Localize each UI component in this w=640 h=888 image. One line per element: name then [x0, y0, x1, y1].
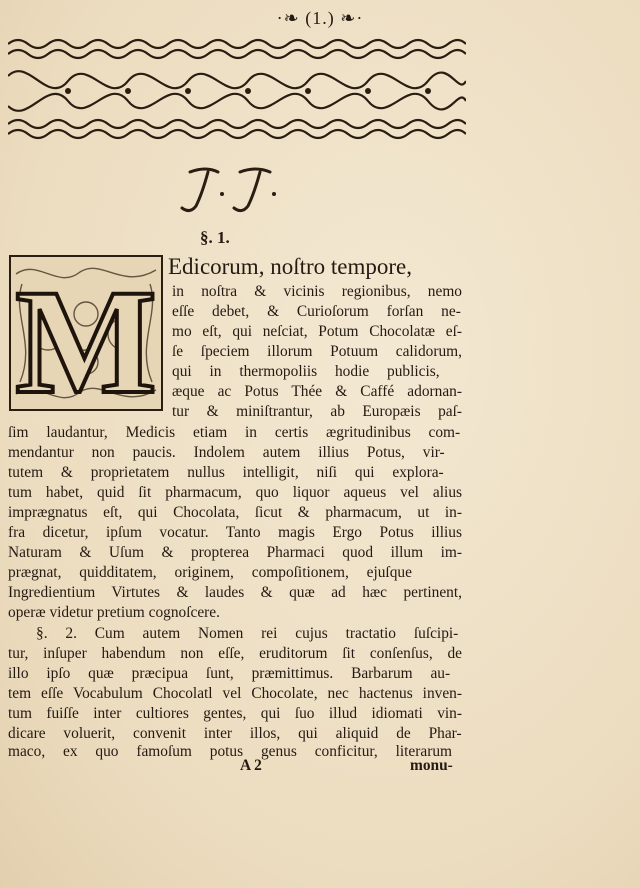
- script-monogram: [176, 164, 286, 216]
- body-line: tem eſſe Vocabulum Chocolatl vel Chocolate, nec hactenus inven-: [8, 685, 462, 702]
- body-line: fra dicetur, ipſum vocatur. Tanto magis Ergo Potus illius: [8, 524, 462, 541]
- page-header: [0, 8, 640, 29]
- wrap-line: ſe ſpeciem illorum Potuum calidorum,: [172, 343, 462, 360]
- page-number: (1.): [305, 8, 335, 28]
- wrap-line: in noſtra & vicinis regionibus, nemo: [172, 283, 462, 300]
- section-mark: §. 1.: [200, 228, 230, 247]
- wrap-line: æque ac Potus Thée & Caffé adornan-: [172, 383, 462, 400]
- signature-mark: A 2: [240, 757, 262, 774]
- body-line: tum fuiſſe inter cultiores gentes, qui ſuo illud idiomati vin-: [8, 705, 462, 722]
- ornament-scroll-b: [8, 94, 466, 111]
- wrap-line: mo eſt, qui neſciat, Potum Chocolatæ eſ-: [172, 323, 462, 340]
- body-line: Ingredientium Virtutes & laudes & quæ ad hæc pertinent,: [8, 584, 462, 601]
- ornament-scroll-a: [8, 71, 466, 88]
- wrap-line: eſſe debet, & Curioſorum forſan ne-: [172, 303, 461, 320]
- initial-letter: M: [15, 259, 157, 412]
- body-line: imprægnatus eſt, qui Chocolata, ſicut & pharmacum, ut in-: [8, 504, 462, 521]
- lead-text: Edicorum, noſtro tempore,: [168, 254, 412, 279]
- body-line: operæ videtur pretium cognoſcere.: [8, 604, 220, 621]
- body-line: tutem & proprietatem nullus intelligit, niſi qui explora-: [8, 464, 444, 481]
- wrap-line: tur & miniſtrantur, ab Europæis paſ-: [172, 403, 462, 420]
- ornament-row-top2: [8, 50, 466, 58]
- decorated-initial-m: [8, 254, 164, 412]
- body-line: prægnat, quidditatem, originem, compoſitionem, ejuſque: [8, 564, 412, 581]
- body-line: illo ipſo quæ præcipua ſunt, præmittimus. Barbarum au-: [8, 665, 451, 682]
- body-line: mendantur non paucis. Indolem autem illius Potus, vir-: [8, 444, 445, 461]
- head-ornament-band: [8, 36, 466, 140]
- ornament-row-bottom: [8, 120, 466, 128]
- body-line: tum habet, quid ſit pharmacum, quo liquor aqueus vel alius: [8, 484, 462, 501]
- body-line: Naturam & Uſum & propterea Pharmaci quod illum im-: [8, 544, 462, 561]
- ornament-row-top: [8, 40, 466, 48]
- header-ornament-right: ❧·: [340, 8, 364, 28]
- body-line: ſim laudantur, Medicis etiam in certis ægritudinibus com-: [8, 424, 461, 441]
- body-line: §. 2. Cum autem Nomen rei cujus tractatio ſuſcipi-: [36, 625, 459, 642]
- body-line: maco, ex quo famoſum potus genus conficitur, literarum: [8, 743, 453, 760]
- catchword: monu-: [410, 757, 453, 774]
- body-line: dicare voluerit, convenit inter illos, qui aliquid de Phar-: [8, 725, 462, 742]
- body-line: tur, inſuper habendum non eſſe, eruditorum ſit conſenſus, de: [8, 645, 462, 662]
- wrap-line: qui in thermopoliis hodie publicis,: [172, 363, 440, 380]
- header-ornament-left: ·❧: [276, 8, 300, 28]
- ornament-row-bottom2: [8, 130, 466, 138]
